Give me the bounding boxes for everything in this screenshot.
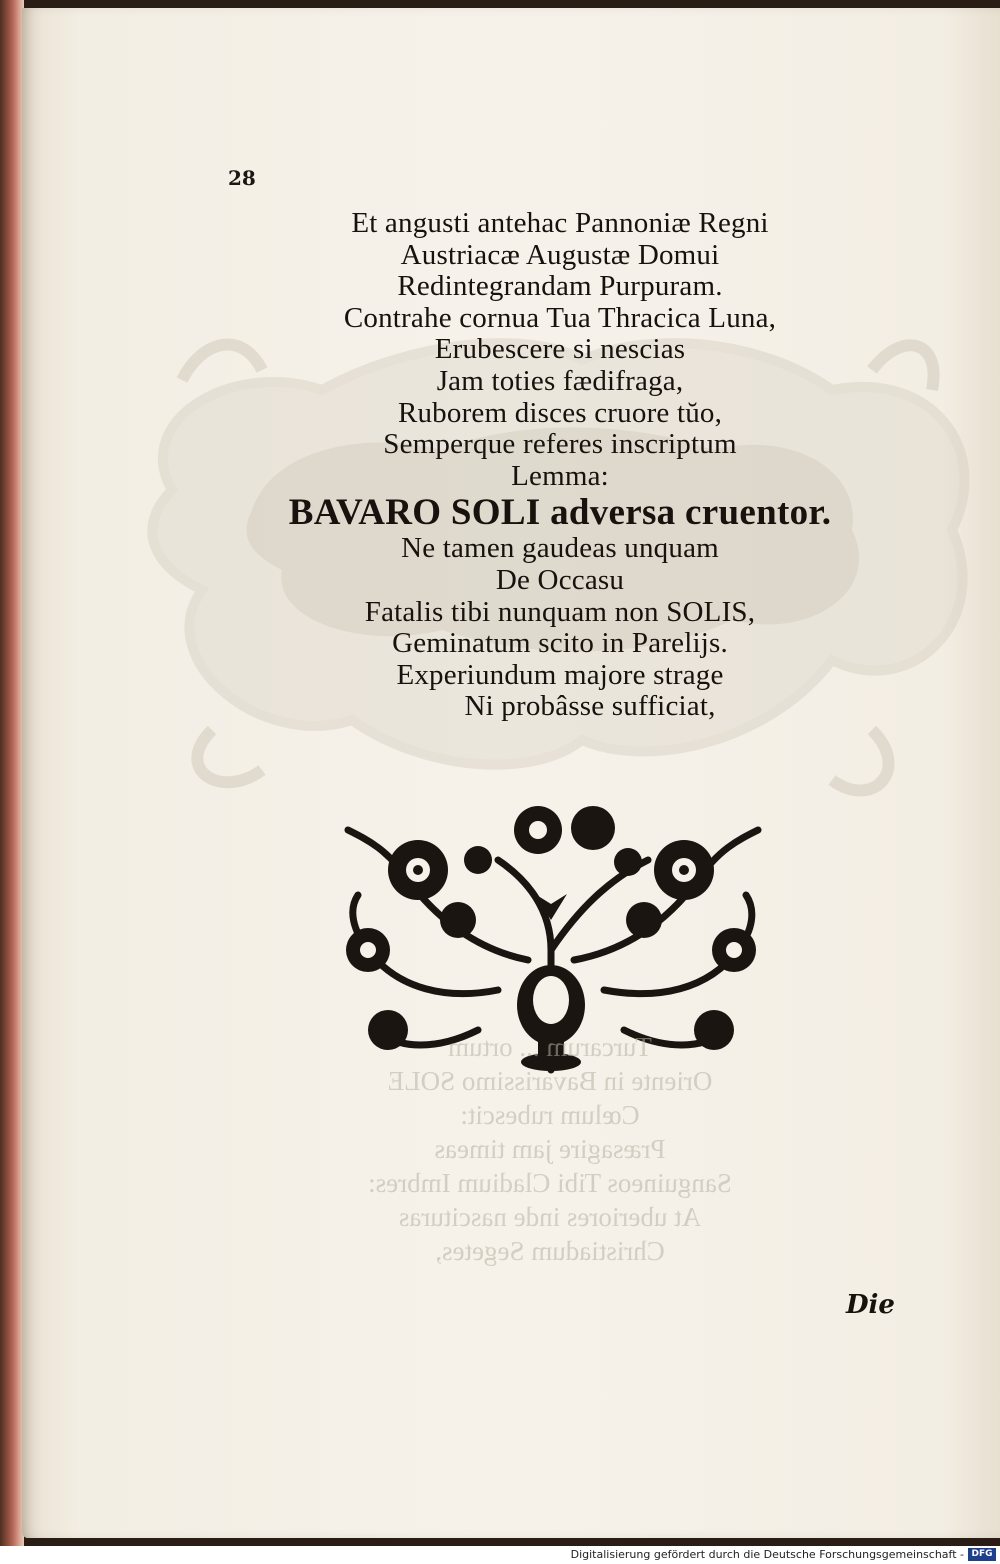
show-through-line: Oriente in Bavarissimo SOLE bbox=[387, 1066, 713, 1096]
verse-line: Ne tamen gaudeas unquam bbox=[401, 532, 719, 565]
verse-line: Ruborem disces cruore tŭo, bbox=[397, 396, 723, 429]
show-through-line: Turcarum ... ortum bbox=[448, 1032, 652, 1062]
catchword: Die bbox=[846, 1290, 895, 1320]
verse-line: Fatalis tibi nunquam non SOLIS, bbox=[364, 595, 756, 628]
motto-caps: BAVARO SOLI bbox=[288, 492, 541, 534]
show-through-line: At uberiores inde nascituras bbox=[398, 1202, 702, 1232]
show-through-line: Cœlum rubescit: bbox=[460, 1100, 640, 1130]
verse-line: Lemma: bbox=[511, 459, 609, 492]
verse-block bbox=[240, 208, 880, 723]
verse-line: Ni probâsse sufficiat, bbox=[464, 690, 716, 723]
footer-bar bbox=[0, 1546, 1000, 1564]
verse-line: Redintegrandam Purpuram. bbox=[397, 270, 723, 303]
show-through-line: Christiadum Segetes, bbox=[435, 1236, 665, 1266]
verse-line: Semperque referes inscriptum bbox=[383, 428, 737, 461]
page-number: 28 bbox=[228, 166, 256, 190]
show-through-line: Sanguineos Tibi Cladium Imbres: bbox=[368, 1168, 732, 1198]
verse-line: Contrahe cornua Tua Thracica Luna, bbox=[343, 301, 777, 334]
book-page-edges bbox=[0, 0, 24, 1564]
verse-line: Erubescere si nescias bbox=[434, 333, 686, 366]
verse-line: Jam toties fædifraga, bbox=[436, 364, 684, 397]
footer-credit: Digitalisierung gefördert durch die Deutsche Forschungsgemeinschaft - bbox=[570, 1548, 964, 1561]
verse-line: Et angusti antehac Pannoniæ Regni bbox=[351, 207, 769, 239]
floral-vase-woodcut-icon bbox=[328, 800, 774, 1084]
motto-rest: adversa cruentor. bbox=[540, 492, 832, 534]
verse-line: De Occasu bbox=[495, 563, 625, 596]
show-through-line: Præsagire jam timeas bbox=[434, 1134, 666, 1164]
motto-line bbox=[240, 494, 880, 532]
verse-line: Austriacæ Augustæ Domui bbox=[400, 238, 720, 271]
verse-line: Geminatum scito in Parelijs. bbox=[392, 627, 728, 660]
dfg-logo-icon: DFG bbox=[968, 1548, 996, 1561]
verse-line: Experiundum majore strage bbox=[396, 658, 724, 691]
